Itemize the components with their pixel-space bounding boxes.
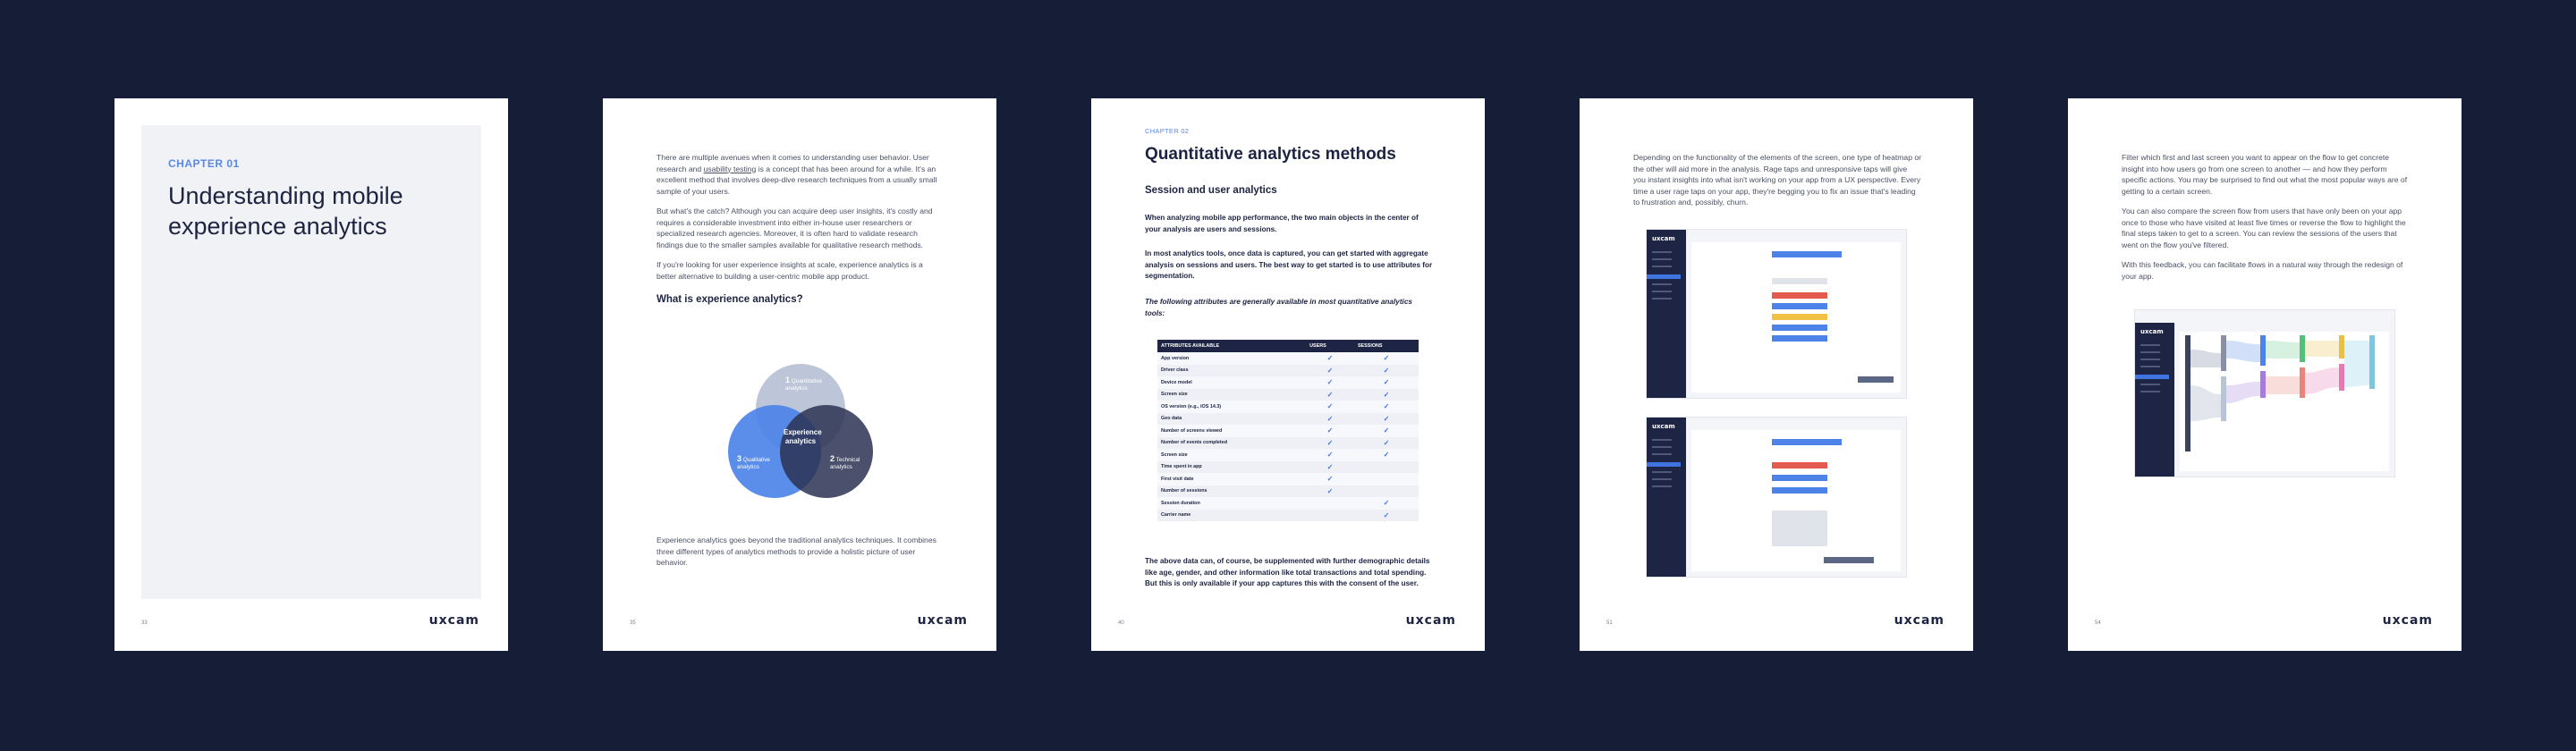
- page-number: 33: [141, 620, 148, 626]
- page-number: 51: [1606, 620, 1613, 626]
- heatmap-screenshot: [1646, 229, 1907, 399]
- check-icon: ✓: [1354, 389, 1419, 401]
- usability-testing-link[interactable]: usability testing: [703, 164, 757, 173]
- check-icon: ✓: [1354, 497, 1419, 510]
- page-number: 40: [1118, 620, 1124, 626]
- uxcam-logo: uxcam: [2382, 613, 2433, 628]
- paragraph: But what's the catch? Although you can acquire deep user insights, it's costly and requires a considerable investment into either in-house user researchers or specialized research agencies. Moreover, it is often hard to validate research findings due to the smaller samples available for qualitative research methods.: [657, 207, 933, 249]
- check-icon: ✓: [1306, 461, 1354, 474]
- attribute-name: Number of events completed: [1157, 437, 1306, 450]
- flow-canvas: [2180, 332, 2389, 471]
- check-icon: ✓: [1354, 510, 1419, 522]
- table-row: [1157, 365, 1419, 377]
- attribute-name: Device model: [1157, 376, 1306, 389]
- paragraph: When analyzing mobile app performance, the two main objects in the center of your analysis are users and sessions.: [1145, 214, 1419, 233]
- page-screen-flow: [2068, 98, 2462, 651]
- page-heatmaps: [1580, 98, 1973, 651]
- venn-circle-technical: [780, 405, 873, 498]
- chapter-label: CHAPTER 02: [1145, 127, 1190, 135]
- check-icon: ✓: [1354, 425, 1419, 437]
- table-row: [1157, 389, 1419, 401]
- page-experience-analytics: [603, 98, 996, 651]
- uxcam-logo: uxcam: [1894, 613, 1945, 628]
- heatmap-canvas: [1691, 430, 1901, 571]
- attribute-name: Screen size: [1157, 389, 1306, 401]
- attribute-name: Carrier name: [1157, 510, 1306, 522]
- app-sidebar: [1647, 418, 1686, 577]
- uxcam-logo: uxcam: [1652, 423, 1675, 430]
- check-icon: ✓: [1306, 365, 1354, 377]
- empty-cell: [1354, 473, 1419, 485]
- venn-left-label: 3 Qualitative analytics: [737, 454, 770, 470]
- table-row: [1157, 437, 1419, 450]
- attribute-name: Geo data: [1157, 413, 1306, 426]
- check-icon: ✓: [1306, 473, 1354, 485]
- empty-cell: [1354, 485, 1419, 498]
- table-row: [1157, 352, 1419, 365]
- text-column-bottom: [657, 535, 945, 578]
- table-header: SESSIONS: [1354, 340, 1419, 352]
- check-icon: ✓: [1306, 449, 1354, 461]
- section-subtitle: Session and user analytics: [1145, 185, 1277, 196]
- check-icon: ✓: [1354, 437, 1419, 450]
- cover-panel: [141, 125, 481, 599]
- heatmap-screenshot: [1646, 417, 1907, 578]
- check-icon: ✓: [1354, 352, 1419, 365]
- uxcam-logo: uxcam: [1652, 235, 1675, 242]
- paragraph: Filter which first and last screen you want to appear on the flow to get concrete insight into how users go from one screen to another — and how they perform specific actions. You may be surprised to find out what the most popular ways are of getting to a certain screen.: [2122, 153, 2408, 196]
- app-sidebar: [1647, 230, 1686, 398]
- check-icon: ✓: [1306, 376, 1354, 389]
- table-header: USERS: [1306, 340, 1354, 352]
- paragraph: The following attributes are generally available in most quantitative analytics tools:: [1145, 298, 1412, 317]
- uxcam-logo: uxcam: [917, 613, 968, 628]
- page-number: 35: [630, 620, 636, 626]
- paragraph: The above data can, of course, be supplemented with further demographic details like age, gender, and other information like total transactions and total spending. But this is only available if your app captures this with the consent of the user.: [1145, 557, 1430, 587]
- paragraph: With this feedback, you can facilitate flows in a natural way through the redesign of your app.: [2122, 260, 2403, 281]
- attribute-name: Screen size: [1157, 449, 1306, 461]
- empty-cell: [1306, 497, 1354, 510]
- table-row: [1157, 510, 1419, 522]
- attribute-name: Number of screens viewed: [1157, 425, 1306, 437]
- paragraph: You can also compare the screen flow from users that have only been on your app once to those who have visited at least five times or reverse the flow to highlight the final steps taken to get to a screen. You can review the sessions of the users that went on the flow you've filtered.: [2122, 207, 2406, 249]
- attribute-name: OS version (e.g., iOS 14.3): [1157, 401, 1306, 413]
- uxcam-logo: uxcam: [1405, 613, 1456, 628]
- page-chapter-cover: [114, 98, 508, 651]
- check-icon: ✓: [1306, 389, 1354, 401]
- text-column: [2122, 152, 2410, 291]
- attribute-name: Session duration: [1157, 497, 1306, 510]
- text-column: [657, 152, 945, 305]
- venn-center-label: Experience analytics: [784, 428, 822, 445]
- text-column: [1633, 152, 1921, 217]
- table-row: [1157, 473, 1419, 485]
- check-icon: ✓: [1354, 376, 1419, 389]
- paragraph: If you're looking for user experience insights at scale, experience analytics is a better alternative to building a user-centric mobile app product.: [657, 260, 923, 281]
- table-row: [1157, 413, 1419, 426]
- attribute-name: App version: [1157, 352, 1306, 365]
- check-icon: ✓: [1306, 401, 1354, 413]
- app-sidebar: [2135, 323, 2174, 477]
- screen-flow-screenshot: [2134, 309, 2395, 477]
- empty-cell: [1354, 461, 1419, 474]
- attributes-table: [1157, 340, 1419, 521]
- paragraph: Experience analytics goes beyond the traditional analytics techniques. It combines three different types of analytics methods to provide a holistic picture of user behavior.: [657, 536, 936, 567]
- table-row: [1157, 461, 1419, 474]
- chapter-label: CHAPTER 01: [168, 157, 240, 170]
- uxcam-logo: uxcam: [428, 613, 479, 628]
- page-title: Quantitative analytics methods: [1145, 145, 1396, 164]
- check-icon: ✓: [1354, 449, 1419, 461]
- venn-right-label: 2 Technical analytics: [830, 454, 860, 470]
- section-heading: What is experience analytics?: [657, 294, 803, 305]
- attribute-name: Number of sessions: [1157, 485, 1306, 498]
- table-row: [1157, 376, 1419, 389]
- chapter-title: Understanding mobile experience analytics: [168, 182, 403, 240]
- check-icon: ✓: [1306, 425, 1354, 437]
- venn-top-label: 1 Quantitative analytics: [785, 376, 822, 392]
- empty-cell: [1306, 510, 1354, 522]
- check-icon: ✓: [1354, 365, 1419, 377]
- table-header: ATTRIBUTES AVAILABLE: [1157, 340, 1306, 352]
- paragraph: In most analytics tools, once data is captured, you can get started with aggregate analysis on sessions and users. The best way to get started is to use attributes for segmentation.: [1145, 249, 1433, 280]
- uxcam-logo: uxcam: [2140, 328, 2164, 335]
- page-number: 54: [2095, 620, 2101, 626]
- paragraph: There are multiple avenues when it comes to understanding user behavior. User research and usability testing is a concept that has been around for a while. It's an excellent method that involves deep-dive research techniques from a usually small sample of your users.: [657, 153, 937, 196]
- check-icon: ✓: [1306, 413, 1354, 426]
- check-icon: ✓: [1354, 413, 1419, 426]
- page-quantitative-methods: [1091, 98, 1485, 651]
- check-icon: ✓: [1354, 401, 1419, 413]
- table-row: [1157, 401, 1419, 413]
- attribute-name: Time spent in app: [1157, 461, 1306, 474]
- check-icon: ✓: [1306, 352, 1354, 365]
- attribute-name: Driver class: [1157, 365, 1306, 377]
- heatmap-canvas: [1691, 242, 1901, 392]
- paragraph: Depending on the functionality of the elements of the screen, one type of heatmap or the other will aid more in the analysis. Rage taps and unresponsive taps will give you instant insights into what isn't working on your app from a UX perspective. Every time a user rage taps on your app, they're begging you to fix an issue that's leading to frustration and, possibly, churn.: [1633, 153, 1921, 207]
- venn-diagram: [724, 362, 877, 505]
- check-icon: ✓: [1306, 437, 1354, 450]
- table-row: [1157, 449, 1419, 461]
- table-row: [1157, 485, 1419, 498]
- table-row: [1157, 497, 1419, 510]
- table-row: [1157, 425, 1419, 437]
- check-icon: ✓: [1306, 485, 1354, 498]
- attribute-name: First visit date: [1157, 473, 1306, 485]
